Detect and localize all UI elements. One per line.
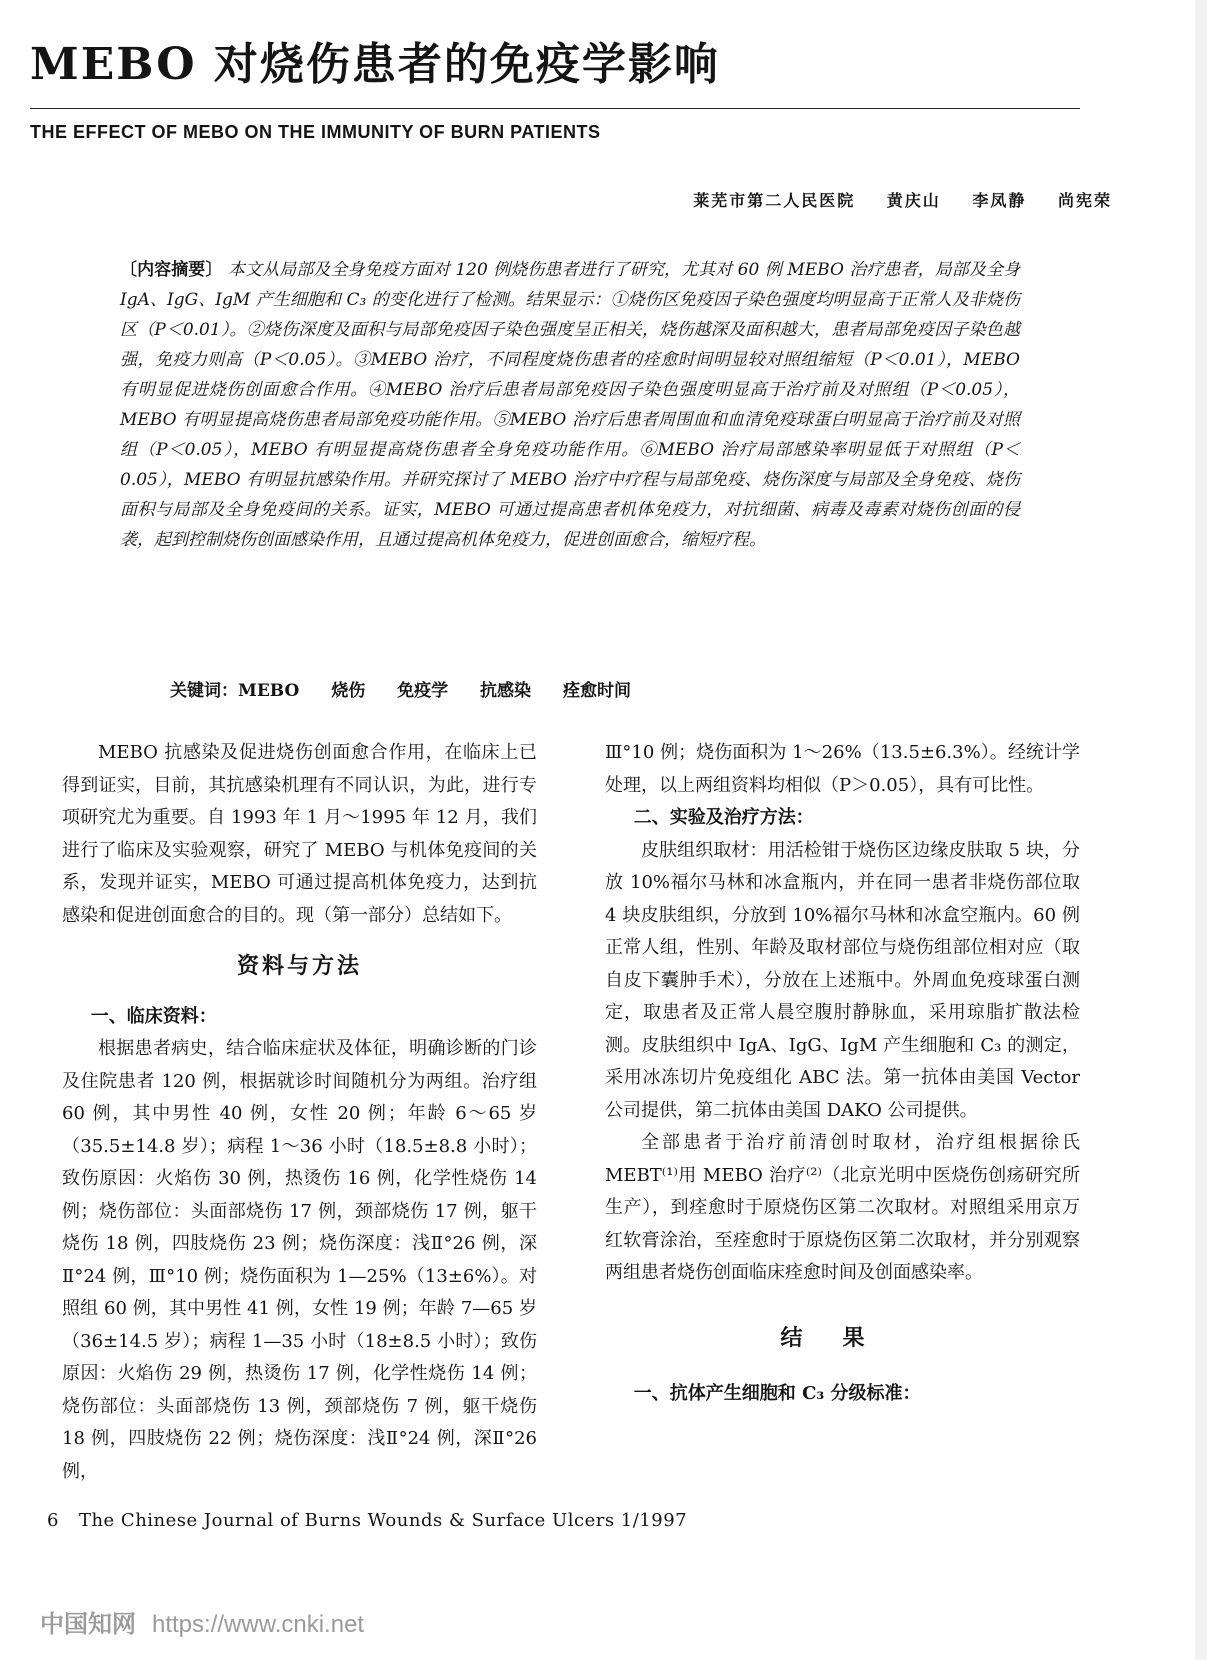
section-heading-results: 结果 bbox=[780, 1324, 905, 1351]
author-name: 黄庆山 bbox=[886, 191, 941, 210]
body-column-left bbox=[62, 737, 537, 1488]
author-name: 尚宪荣 bbox=[1057, 191, 1112, 210]
body-column-right bbox=[605, 737, 1080, 1411]
author-line bbox=[669, 188, 1112, 211]
watermark-site-name: 中国知网 bbox=[40, 1611, 136, 1638]
keyword: MEBO bbox=[238, 681, 300, 701]
affiliation: 莱芜市第二人民医院 bbox=[693, 191, 856, 210]
subheading-clinical-data: 一、临床资料： bbox=[90, 1005, 217, 1027]
continued-paragraph: Ⅲ°10 例；烧伤面积为 1～26%（13.5±6.3%）。经统计学处理，以上两组资料均相似（P＞0.05），具有可比性。 bbox=[605, 742, 1080, 796]
keyword: 痊愈时间 bbox=[562, 681, 631, 701]
page-footer bbox=[47, 1510, 687, 1531]
article-title: MEBO 对烧伤患者的免疫学影响 bbox=[30, 39, 720, 90]
english-title: THE EFFECT OF MEBO ON THE IMMUNITY OF BURN PATIENTS bbox=[30, 122, 601, 142]
abstract-label: 〔内容摘要〕 bbox=[120, 260, 223, 280]
keyword: 免疫学 bbox=[397, 681, 449, 701]
methods-paragraph-1: 皮肤组织取材：用活检钳于烧伤区边缘皮肤取 5 块，分放 10%福尔马林和冰盒瓶内，并在同一患者非烧伤部位取 4 块皮肤组织，分放到 10%福尔马林和冰盒空瓶内。60 例正常人组，性别、年龄及取材部位与烧伤组部位相对应（取自皮下囊肿手术），分放在上述瓶中。外周血免疫球蛋白测定，取患者及正常人晨空腹肘静脉血，采用琼脂扩散法检测。皮肤组织中 IgA、IgG、IgM 产生细胞和 C₃ 的测定，采用冰冻切片免疫组化 ABC 法。第一抗体由美国 Vector 公司提供，第二抗体由美国 DAKO 公司提供。 bbox=[605, 839, 1080, 1121]
journal-name: The Chinese Journal of Burns Wounds & Surface Ulcers 1/1997 bbox=[78, 1510, 688, 1531]
keyword: 烧伤 bbox=[331, 681, 366, 701]
cnki-watermark bbox=[40, 1604, 364, 1639]
abstract-text: 本文从局部及全身免疫方面对 120 例烧伤患者进行了研究，尤其对 60 例 MEBO 治疗患者，局部及全身 IgA、IgG、IgM 产生细胞和 C₃ 的变化进行了检测。结果显示：①烧伤区免疫因子染色强度均明显高于正常人及非烧伤区（P＜0.01）。②烧伤深度及面积与局部免疫因子染色强度呈正相关，烧伤越深及面积越大，患者局部免疫因子染色越强，免疫力则高（P＜0.05）。③MEBO 治疗，不同程度烧伤患者的痊愈时间明显较对照组缩短（P＜0.01），MEBO 有明显促进烧伤创面愈合作用。④MEBO 治疗后患者局部免疫因子染色强度明显高于治疗前及对照组（P＜0.05），MEBO 有明显提高烧伤患者局部免疫功能作用。⑤MEBO 治疗后患者周围血和血清免疫球蛋白明显高于治疗前及对照组（P＜0.05），MEBO 有明显提高烧伤患者全身免疫功能作用。⑥MEBO 治疗局部感染率明显低于对照组（P＜0.05），MEBO 有明显抗感染作用。并研究探讨了 MEBO 治疗中疗程与局部免疫、烧伤深度与局部及全身免疫、烧伤面积与局部及全身免疫间的关系。证实，MEBO 可通过提高患者机体免疫力，对抗细菌、病毒及毒素对烧伤创面的侵袭，起到控制烧伤创面感染作用，且通过提高机体免疫力，促进创面愈合，缩短疗程。 bbox=[120, 260, 1021, 550]
intro-paragraph: MEBO 抗感染及促进烧伤创面愈合作用，在临床上已得到证实，目前，其抗感染机理有不同认识，为此，进行专项研究尤为重要。自 1993 年 1 月～1995 年 12 月，我们进行了临床及实验观察，研究了 MEBO 与机体免疫间的关系，发现并证实，MEBO 可通过提高机体免疫力，达到抗感染和促进创面愈合的目的。现（第一部分）总结如下。 bbox=[62, 742, 537, 926]
scrollbar-track[interactable] bbox=[1195, 0, 1207, 1660]
title-rule bbox=[30, 108, 1080, 109]
keywords-label: 关键词： bbox=[170, 681, 238, 701]
abstract bbox=[120, 255, 1020, 555]
keyword: 抗感染 bbox=[480, 681, 532, 701]
subheading-methods: 二、实验及治疗方法： bbox=[633, 807, 814, 828]
page-number: 6 bbox=[47, 1510, 59, 1531]
subheading-grading-standard: 一、抗体产生细胞和 C₃ 分级标准： bbox=[633, 1383, 921, 1404]
author-name: 李凤静 bbox=[972, 191, 1027, 210]
watermark-url: https://www.cnki.net bbox=[152, 1611, 365, 1638]
keywords bbox=[170, 676, 631, 701]
section-heading-materials-methods: 资料与方法 bbox=[236, 953, 362, 979]
methods-paragraph-2: 全部患者于治疗前清创时取材，治疗组根据徐氏 MEBT⁽¹⁾用 MEBO 治疗⁽²⁾（北京光明中医烧伤创疡研究所生产），到痊愈时于原烧伤区第二次取材。对照组采用京万红软膏涂治，至痊愈时于原烧伤区第二次取材，并分别观察两组患者烧伤创面临床痊愈时间及创面感染率。 bbox=[605, 1132, 1080, 1283]
clinical-data-paragraph: 根据患者病史，结合临床症状及体征，明确诊断的门诊及住院患者 120 例，根据就诊时间随机分为两组。治疗组 60 例，其中男性 40 例，女性 20 例；年龄 6～65 岁（35.5±14.8 岁）；病程 1～36 小时（18.5±8.8 小时）；致伤原因：火焰伤 30 例，热烫伤 16 例，化学性烧伤 14 例；烧伤部位：头面部烧伤 17 例，颈部烧伤 17 例，躯干烧伤 18 例，四肢烧伤 23 例；烧伤深度：浅Ⅱ°26 例，深Ⅱ°24 例，Ⅲ°10 例；烧伤面积为 1—25%（13±6%）。对照组 60 例，其中男性 41 例，女性 19 例；年龄 7—65 岁（36±14.5 岁）；病程 1—35 小时（18±8.5 小时）；致伤原因：火焰伤 29 例，热烫伤 17 例，化学性烧伤 14 例；烧伤部位：头面部烧伤 13 例，颈部烧伤 7 例，躯干烧伤 18 例，四肢烧伤 22 例；烧伤深度：浅Ⅱ°24 例，深Ⅱ°26 例， bbox=[62, 1038, 537, 1482]
